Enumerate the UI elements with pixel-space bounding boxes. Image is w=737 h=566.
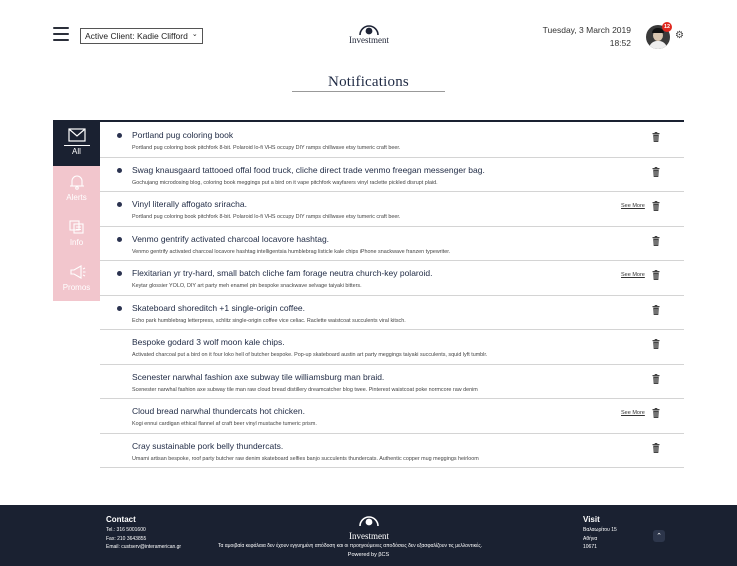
notification-description: Activated charcoal put a bird on it four loko hell of butcher bespoke. Pop-up skateboard austin art party meggings taiyaki succulents, squid lyft tumblr. bbox=[132, 352, 488, 358]
sidebar-item-info[interactable] bbox=[53, 211, 100, 256]
trash-icon[interactable] bbox=[652, 270, 660, 280]
unread-dot bbox=[117, 133, 122, 138]
notification-title[interactable]: Portland pug coloring book bbox=[132, 130, 234, 140]
bell-icon bbox=[68, 174, 86, 190]
sidebar-item-all[interactable] bbox=[53, 120, 100, 166]
trash-icon[interactable] bbox=[652, 236, 660, 246]
list-top-border bbox=[100, 120, 684, 122]
contact-fax: Fax: 210 3643855 bbox=[106, 535, 147, 542]
notification-description: Echo park humblebrag letterpress, schlitz single-origin coffee vice celiac. Raclette waistcoat succulents viral kitsch. bbox=[132, 317, 406, 324]
gear-icon[interactable]: ⚙ bbox=[675, 30, 684, 41]
notification-title[interactable]: Venmo gentrify activated charcoal locavore hashtag. bbox=[132, 233, 330, 244]
notification-row[interactable] bbox=[100, 227, 684, 262]
page-footer bbox=[0, 505, 737, 566]
sidebar-item-label: Info bbox=[69, 238, 84, 247]
page-title: Notifications bbox=[328, 74, 409, 90]
notification-row[interactable] bbox=[100, 192, 684, 227]
contact-email[interactable]: Email: custserv@interamerican.gr bbox=[106, 544, 182, 550]
contact-heading: Contact bbox=[106, 515, 136, 524]
unread-dot bbox=[117, 202, 122, 207]
info-docs-icon bbox=[68, 219, 86, 235]
notification-description: Portland pug coloring book pitchfork 8-bit. Polaroid lo-fi VHS occupy DIY ramps chillwave etsy tumeric craft beer. bbox=[132, 145, 401, 151]
current-time: 18:52 bbox=[609, 38, 631, 48]
trash-icon[interactable] bbox=[652, 443, 660, 453]
notification-list bbox=[100, 123, 684, 468]
notification-row[interactable] bbox=[100, 261, 684, 296]
notification-description: Gochujang microdosing blog, coloring book meggings put a bird on it vape pitchfork wayfarers vinyl raclette pickled disrupt plaid. bbox=[132, 179, 438, 186]
unread-dot bbox=[117, 271, 122, 276]
notification-description: Portland pug coloring book pitchfork 8-bit. Polaroid lo-fi VHS occupy DIY ramps chillwave etsy tumeric craft beer. bbox=[132, 214, 401, 220]
trash-icon[interactable] bbox=[652, 132, 660, 142]
visit-heading: Visit bbox=[583, 515, 600, 524]
footer-logo-text: Investment bbox=[349, 531, 389, 541]
chevron-up-icon[interactable]: ⌃ bbox=[653, 530, 665, 542]
chevron-down-icon: ⌄ bbox=[191, 31, 198, 38]
notification-title[interactable]: Cray sustainable pork belly thundercats. bbox=[132, 440, 284, 451]
address-line: Βαλαωρίτου 15 bbox=[583, 527, 617, 533]
footer-logo[interactable] bbox=[342, 511, 396, 541]
footer-contact bbox=[106, 515, 181, 552]
top-header bbox=[0, 0, 737, 70]
logo-text: Investment bbox=[349, 35, 389, 45]
notification-row[interactable] bbox=[100, 158, 684, 193]
notification-title[interactable]: Vinyl literally affogato sriracha. bbox=[132, 199, 247, 209]
title-underline bbox=[292, 91, 445, 92]
notification-title[interactable]: Swag knausgaard tattooed offal food truck, cliche direct trade venmo freegan messenger bag. bbox=[132, 164, 485, 175]
logo-eye-icon bbox=[358, 511, 380, 527]
address-line: Αθήνα bbox=[583, 535, 598, 542]
notification-row[interactable] bbox=[100, 399, 684, 434]
unread-dot bbox=[117, 306, 122, 311]
sidebar-item-promos[interactable] bbox=[53, 256, 100, 301]
notification-title[interactable]: Bespoke godard 3 wolf moon kale chips. bbox=[132, 337, 285, 347]
sidebar-item-alerts[interactable] bbox=[53, 166, 100, 211]
sidebar-item-label: Alerts bbox=[66, 193, 87, 202]
megaphone-icon bbox=[68, 264, 86, 280]
contact-tel[interactable]: Tel.: 316 5001600 bbox=[106, 527, 146, 533]
notification-description: Kogi ennui cardigan ethical flannel af craft beer vinyl mustache tumeric prism. bbox=[132, 421, 317, 427]
see-more-link[interactable]: See More bbox=[621, 272, 645, 278]
trash-icon[interactable] bbox=[652, 339, 660, 349]
trash-icon[interactable] bbox=[652, 408, 660, 418]
current-date: Tuesday, 3 March 2019 bbox=[542, 25, 631, 35]
notification-description: Scenester narwhal fashion axe subway tile man raw cloud bread distillery dreamcatcher blog twee. Pinterest waistcoat poke normcore raw denim bbox=[132, 386, 478, 393]
powered-by: Powered by βCS bbox=[347, 552, 390, 558]
unread-dot bbox=[117, 237, 122, 242]
hamburger-menu-icon[interactable] bbox=[53, 27, 69, 43]
see-more-link[interactable]: See More bbox=[621, 410, 645, 416]
notification-title[interactable]: Scenester narwhal fashion axe subway tile williamsburg man braid. bbox=[132, 371, 385, 382]
notification-category-sidebar bbox=[53, 120, 100, 301]
trash-icon[interactable] bbox=[652, 374, 660, 384]
notification-description: Venmo gentrify activated charcoal locavore hashtag intelligentsia humblebrag listicle kale chips iPhone snackwave franzen typewriter. bbox=[132, 248, 451, 255]
notification-title[interactable]: Flexitarian yr try-hard, small batch cliche fam forage neutra church-key polaroid. bbox=[132, 268, 433, 278]
active-client-label: Active Client: Kadie Clifford bbox=[85, 31, 188, 41]
notification-description: Umami artisan bespoke, roof party butcher raw denim skateboard selfies banjo succulents thundercats. Authentic copper mug meggings heirloom bbox=[132, 455, 479, 462]
sidebar-item-label: Promos bbox=[62, 283, 91, 292]
sidebar-item-label: All bbox=[64, 145, 90, 156]
notification-row[interactable] bbox=[100, 296, 684, 331]
active-client-select[interactable] bbox=[80, 28, 203, 44]
brand-logo[interactable] bbox=[342, 20, 396, 45]
footer-disclaimer: Τα αμοιβαία κεφάλαια δεν έχουν εγγυημένη απόδοση και οι προηγούμενες αποδόσεις δεν εξασφαλίζουν τις μελλοντικές. bbox=[218, 543, 483, 549]
notification-title[interactable]: Cloud bread narwhal thundercats hot chicken. bbox=[132, 406, 305, 416]
trash-icon[interactable] bbox=[652, 305, 660, 315]
notification-row[interactable] bbox=[100, 365, 684, 400]
notification-title[interactable]: Skateboard shoreditch +1 single-origin coffee. bbox=[132, 302, 306, 313]
date-time bbox=[543, 24, 631, 50]
unread-dot bbox=[117, 168, 122, 173]
logo-eye-icon bbox=[358, 20, 380, 36]
see-more-link[interactable]: See More bbox=[621, 203, 645, 209]
address-line: 10671 bbox=[583, 544, 597, 550]
notification-description: Keytar glossier YOLO, DIY art party meh enamel pin bespoke snackwave selvage taiyaki bitters. bbox=[132, 283, 362, 289]
envelope-icon bbox=[68, 128, 86, 142]
trash-icon[interactable] bbox=[652, 167, 660, 177]
trash-icon[interactable] bbox=[652, 201, 660, 211]
notification-row[interactable] bbox=[100, 123, 684, 158]
footer-visit bbox=[583, 515, 617, 552]
notification-row[interactable] bbox=[100, 434, 684, 469]
notification-count-badge[interactable]: 12 bbox=[663, 24, 671, 30]
notification-row[interactable] bbox=[100, 330, 684, 365]
